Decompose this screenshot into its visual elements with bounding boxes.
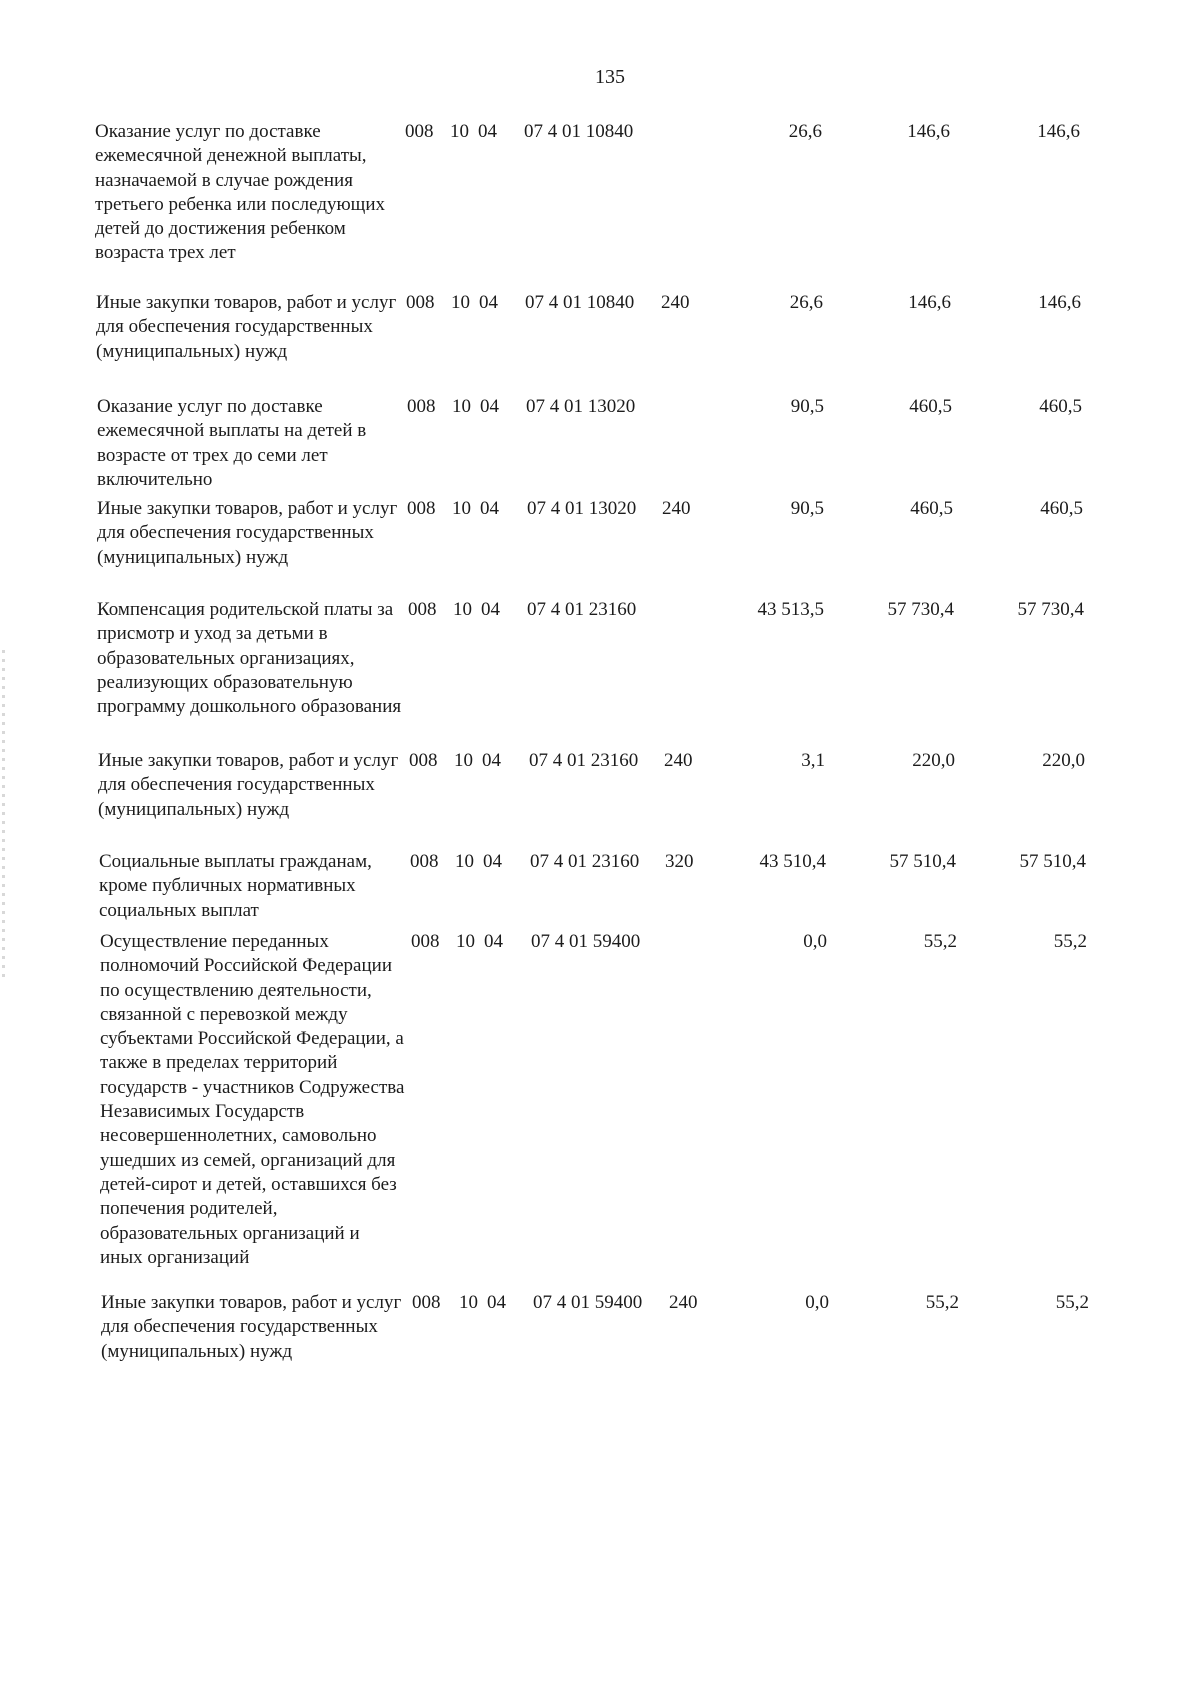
row-value-3: 57 730,4 — [1017, 599, 1084, 620]
row-expense-type: 240 — [669, 1292, 698, 1313]
row-expense-type: 240 — [662, 498, 691, 519]
row-ved-code: 008 — [406, 292, 435, 313]
row-value-2: 220,0 — [912, 750, 955, 771]
row-subsection-code: 04 — [483, 851, 502, 872]
row-value-2: 146,6 — [907, 121, 950, 142]
row-value-2: 55,2 — [925, 1292, 959, 1313]
row-value-1: 43 513,5 — [757, 599, 824, 620]
row-value-1: 43 510,4 — [759, 851, 826, 872]
row-expense-type: 240 — [661, 292, 690, 313]
row-value-1: 0,0 — [803, 931, 827, 952]
row-ved-code: 008 — [409, 750, 438, 771]
page-number: 135 — [595, 66, 625, 88]
row-ved-code: 008 — [410, 851, 439, 872]
row-description: Оказание услуг по доставке ежемесячной выплаты на детей в возрасте от трех до семи лет включительно — [97, 396, 367, 490]
row-value-3: 55,2 — [1053, 931, 1087, 952]
row-ved-code: 008 — [411, 931, 440, 952]
row-section-code: 10 — [454, 750, 473, 771]
row-value-2: 57 730,4 — [887, 599, 954, 620]
row-expense-type: 320 — [665, 851, 694, 872]
row-value-2: 460,5 — [909, 396, 952, 417]
row-ved-code: 008 — [407, 396, 436, 417]
row-value-3: 55,2 — [1055, 1292, 1089, 1313]
row-section-code: 10 — [452, 498, 471, 519]
row-description: Иные закупки товаров, работ и услуг для обеспечения государственных (муниципальных) нужд — [101, 1292, 402, 1362]
row-value-2: 146,6 — [908, 292, 951, 313]
row-value-2: 55,2 — [923, 931, 957, 952]
row-value-1: 90,5 — [790, 498, 824, 519]
row-subsection-code: 04 — [484, 931, 503, 952]
row-value-2: 57 510,4 — [889, 851, 956, 872]
row-section-code: 10 — [451, 292, 470, 313]
row-target-article: 07 4 01 13020 — [526, 396, 636, 417]
row-target-article: 07 4 01 59400 — [533, 1292, 643, 1313]
row-description: Иные закупки товаров, работ и услуг для обеспечения государственных (муниципальных) нужд — [98, 750, 399, 820]
row-value-1: 90,5 — [790, 396, 824, 417]
row-target-article: 07 4 01 10840 — [525, 292, 635, 313]
row-subsection-code: 04 — [480, 498, 499, 519]
row-target-article: 07 4 01 13020 — [527, 498, 637, 519]
row-value-1: 3,1 — [801, 750, 825, 771]
row-subsection-code: 04 — [487, 1292, 506, 1313]
row-value-3: 146,6 — [1037, 121, 1080, 142]
row-value-1: 0,0 — [805, 1292, 829, 1313]
row-section-code: 10 — [453, 599, 472, 620]
row-ved-code: 008 — [412, 1292, 441, 1313]
row-value-1: 26,6 — [788, 121, 822, 142]
row-description: Иные закупки товаров, работ и услуг для обеспечения государственных (муниципальных) нужд — [96, 292, 397, 362]
row-value-3: 146,6 — [1038, 292, 1081, 313]
row-subsection-code: 04 — [478, 121, 497, 142]
row-value-3: 57 510,4 — [1019, 851, 1086, 872]
row-section-code: 10 — [455, 851, 474, 872]
row-ved-code: 008 — [405, 121, 434, 142]
row-value-3: 220,0 — [1042, 750, 1085, 771]
row-value-3: 460,5 — [1040, 498, 1083, 519]
row-target-article: 07 4 01 23160 — [529, 750, 639, 771]
row-section-code: 10 — [452, 396, 471, 417]
row-target-article: 07 4 01 23160 — [530, 851, 640, 872]
row-description: Иные закупки товаров, работ и услуг для обеспечения государственных (муниципальных) нужд — [97, 498, 398, 568]
row-ved-code: 008 — [407, 498, 436, 519]
row-section-code: 10 — [459, 1292, 478, 1313]
row-subsection-code: 04 — [482, 750, 501, 771]
row-value-1: 26,6 — [789, 292, 823, 313]
row-ved-code: 008 — [408, 599, 437, 620]
row-value-3: 460,5 — [1039, 396, 1082, 417]
row-description: Оказание услуг по доставке ежемесячной денежной выплаты, назначаемой в случае рождения третьего ребенка или последующих детей до достижения ребенком возраста трех лет — [95, 121, 385, 264]
row-expense-type: 240 — [664, 750, 693, 771]
row-description: Компенсация родительской платы за присмотр и уход за детьми в образовательных организациях, реализующих образовательную программу дошкольного образования — [97, 599, 402, 718]
row-subsection-code: 04 — [480, 396, 499, 417]
row-description: Осуществление переданных полномочий Российской Федерации по осуществлению деятельности, связанной с перевозкой между субъектами Российской Федерации, а также в пределах территорий государств - участников Содружества Независимых Государств несовершеннолетних, самовольно ушедших из семей, организаций для детей-сирот и детей, оставшихся без попечения родителей, образовательных организаций и иных организаций — [100, 931, 405, 1268]
row-value-2: 460,5 — [910, 498, 953, 519]
row-subsection-code: 04 — [481, 599, 500, 620]
row-description: Социальные выплаты гражданам, кроме публичных нормативных социальных выплат — [99, 851, 372, 921]
row-target-article: 07 4 01 23160 — [527, 599, 637, 620]
scan-edge-marks — [2, 650, 5, 980]
row-section-code: 10 — [450, 121, 469, 142]
row-target-article: 07 4 01 10840 — [524, 121, 634, 142]
row-section-code: 10 — [456, 931, 475, 952]
row-subsection-code: 04 — [479, 292, 498, 313]
row-target-article: 07 4 01 59400 — [531, 931, 641, 952]
